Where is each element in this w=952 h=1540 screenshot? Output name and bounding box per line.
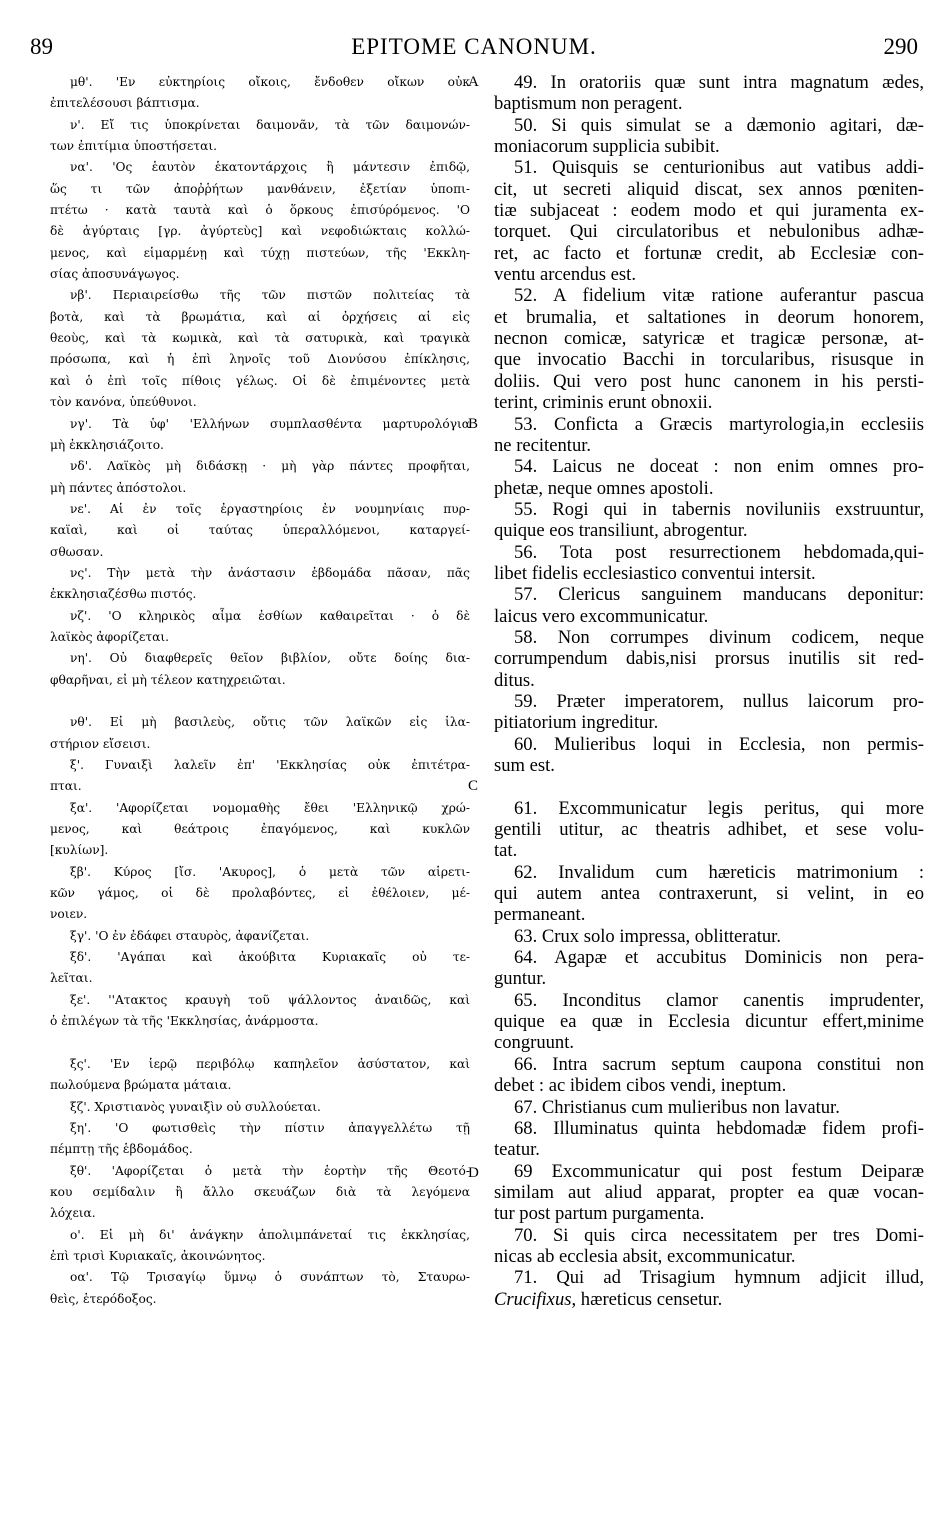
greek-text-line: νε'. Αἱ ἐν τοῖς ἐργαστηρίοις ἐν νουμηνίαις πυρ- <box>70 501 470 516</box>
latin-text-line: similam aut aliud apparat, propter ea quæ vocan- <box>494 1181 924 1203</box>
latin-text-line: gentili utitur, ac theatris adhibet, et sese volu- <box>494 819 924 841</box>
latin-text-line: 55. Rogi qui in tabernis noviluniis exstruuntur, <box>514 498 924 520</box>
greek-text-line: πτέτω · κατὰ ταυτὰ καὶ ὁ ὅρκους ἐπισύρόμενος. 'Ο <box>50 203 470 218</box>
margin-letter-d: D <box>468 1165 479 1181</box>
latin-text-line: doliis. Qui vero post hunc canonem in his persti- <box>494 370 924 392</box>
latin-text-line: 53. Conficta a Græcis martyrologia,in ecclesiis <box>514 413 924 435</box>
latin-text-line: permaneant. <box>494 904 586 926</box>
greek-text-line: μθ'. 'Εν εὐκτηρίοις οἴκοις, ἔνδοθεν οἴκων οὐκ <box>70 75 470 89</box>
greek-text-line: στήριον εἴσεισι. <box>50 736 151 751</box>
greek-text-line: πται. <box>50 779 82 794</box>
greek-text-line <box>50 1032 470 1053</box>
latin-text-line: pitiatorium ingreditur. <box>494 712 659 734</box>
latin-text-line: terint, criminis erunt obnoxii. <box>494 392 713 414</box>
greek-text-line: σίας ἀποσυνάγωγος. <box>50 267 180 282</box>
greek-text-line: θεὶς, ἑτερόδοξος. <box>50 1291 157 1306</box>
latin-text-line: 51. Quisquis se centurionibus aut vatibus addi- <box>514 157 924 179</box>
greek-text-line: νγ'. Τὰ ὑφ' 'Ελλήνων συμπλασθέντα μαρτυρολόγια <box>70 416 470 431</box>
latin-text-line: libet fidelis ecclesiastico conventui intersit. <box>494 562 816 584</box>
greek-text-line: φθαρῆναι, εἰ μὴ τέλεον κατηχρειῶται. <box>50 672 286 687</box>
latin-text-line: 64. Agapæ et accubitus Dominicis non pera- <box>514 947 924 969</box>
latin-text-line: torquet. Qui circulatoribus et nebulonibus adhæ- <box>494 221 924 243</box>
greek-text-line: ἐκκλησιαζέσθω πιστός. <box>50 587 197 602</box>
latin-text-line: congruunt. <box>494 1032 575 1054</box>
greek-text-line: καϊαὶ, καὶ οἱ ταύτας ὑπεραλλόμενοι, καταργεί- <box>50 523 470 538</box>
greek-text-line: νβ'. Περιαιρείσθω τῆς τῶν πιστῶν πολιτείας τὰ <box>70 288 470 303</box>
latin-text-line: qui autem antea contraxerunt, si velint, in eo <box>494 883 924 905</box>
latin-text-line: debet : ac ibidem cibos vendi, ineptum. <box>494 1075 787 1097</box>
latin-text-line: 57. Clericus sanguinem manducans deponitur: <box>514 584 924 606</box>
latin-text-line: 65. Inconditus clamor canentis imprudenter, <box>514 989 924 1011</box>
latin-text-line: ret, ac facto et fortunæ credit, ab Ecclesiæ con- <box>494 242 924 264</box>
latin-text-line: quique eos transiliunt, abrogentur. <box>494 520 748 542</box>
greek-text-line: [κυλίων]. <box>50 843 109 858</box>
greek-text-line: νς'. Τὴν μετὰ τὴν ἀνάστασιν ἑβδομάδα πᾶσαν, πᾶς <box>70 565 470 580</box>
greek-text-line: πωλούμενα βρώματα μάταια. <box>50 1078 232 1093</box>
greek-text-line: νζ'. 'Ο κληρικὸς αἷμα ἐσθίων καθαιρεῖται · ὁ δὲ <box>70 608 470 623</box>
greek-text-line: πρόσωπα, καὶ ἡ ἐπὶ ληνοῖς τοῦ Διονύσου ἐπίκλησις, <box>50 352 470 367</box>
latin-text-line: 69 Excommunicatur qui post festum Deiparæ <box>514 1160 924 1182</box>
greek-text-line: τὸν κανόνα, ὑπεύθυνοι. <box>50 395 197 410</box>
greek-text-line: νδ'. Λαϊκὸς μὴ διδάσκῃ · μὴ γὰρ πάντες προφῆται, <box>70 459 470 474</box>
greek-text-line: ξε'. ''Ατακτος κραυγὴ τοῦ ψάλλοντος ἀναιδῶς, καὶ <box>70 992 470 1007</box>
running-title: EPITOME CANONUM. <box>351 34 597 59</box>
greek-text-line: νη'. Οὐ διαφθερεῖς θεῖον βιβλίον, οὔτε δοίης δια- <box>70 651 470 666</box>
greek-text-line: κῶν γάμος, οἱ δὲ προλαβόντες, εἰ ἐθέλοιεν, μέ- <box>50 886 470 901</box>
greek-text-line: μενος, καὶ εἱμαρμένῃ καὶ τύχῃ πιστεύων, τῆς 'Εκκλη- <box>50 245 470 260</box>
greek-text-line: κου σεμίδαλιν ἢ ἄλλο σκευάζων διὰ τὰ λεγόμενα <box>50 1184 470 1199</box>
latin-text-line: moniacorum supplicia subibit. <box>494 136 720 158</box>
greek-text-line: μενος, καὶ θεάτροις ἐπαγόμενος, καὶ κυκλῶν <box>50 822 470 837</box>
greek-text-line: θεοὺς, καὶ τὰ κωμικὰ, καὶ τὰ σατυρικὰ, καὶ τραγικὰ <box>50 331 470 346</box>
latin-text-line: 50. Si quis simulat se a dæmonio agitari, dæ- <box>514 114 924 136</box>
greek-text-line: νθ'. Εἰ μὴ βασιλεὺς, οὔτις τῶν λαϊκῶν εἰς ἱλα- <box>70 715 470 730</box>
greek-text-line: ξη'. 'Ο φωτισθεὶς τὴν πίστιν ἀπαγγελλέτω τῇ <box>70 1120 470 1135</box>
margin-letter-c: C <box>468 778 479 794</box>
latin-text-line: ventu arcendus est. <box>494 264 636 286</box>
greek-text-line: ξζ'. Χριστιανὸς γυναιξὶν οὐ συλλούεται. <box>70 1099 321 1114</box>
latin-text-line: 68. Illuminatus quinta hebdomadæ fidem profi- <box>514 1117 924 1139</box>
greek-text-line: καὶ ὁ ἐπὶ τοῖς πίθοις γέλως. Οἱ δὲ ἐπιμένοντες μετὰ <box>50 373 470 388</box>
greek-text-line: βοτὰ, καὶ τὰ βρωμάτια, καὶ αἱ ὀρχήσεις αἱ εἰς <box>50 309 470 324</box>
latin-text-line: 63. Crux solo impressa, oblitteratur. <box>514 925 781 947</box>
latin-text-line: 71. Qui ad Trisagium hymnum adjicit illud, <box>514 1267 924 1289</box>
greek-text-line: ἐπὶ τρισὶ Κυριακαῖς, ἀκοινώνητος. <box>50 1248 266 1263</box>
page-number-left: 89 <box>30 34 53 59</box>
greek-text-line: λεῖται. <box>50 971 93 986</box>
greek-text-line: ὥς τι τῶν ἀποῤῥήτων μανθάνειν, ἐξετίαν ὑποπι- <box>50 181 470 196</box>
latin-text-line: 66. Intra sacrum septum caupona constitui non <box>514 1053 924 1075</box>
latin-column <box>494 72 924 1310</box>
greek-text-line: ἐπιτελέσουσι βάπτισμα. <box>50 96 200 111</box>
latin-text-line: tur post partum purgamenta. <box>494 1203 705 1225</box>
greek-text-line: νοιεν. <box>50 907 88 922</box>
running-header <box>30 34 918 68</box>
latin-text-line: 58. Non corrumpes divinum codicem, neque <box>514 626 924 648</box>
greek-text-line: μὴ πάντες ἀπόστολοι. <box>50 480 187 495</box>
latin-text-line: Crucifixus, hæreticus censetur. <box>494 1288 723 1310</box>
greek-text-line: πέμπτῃ τῆς ἑβδομάδος. <box>50 1142 193 1157</box>
greek-text-line: ξγ'. 'Ο ἐν ἐδάφει σταυρὸς, ἀφανίζεται. <box>70 928 310 943</box>
latin-text-line: 56. Tota post resurrectionem hebdomada,qui- <box>514 541 924 563</box>
greek-text-line: ξς'. 'Εν ἱερῷ περιβόλῳ καπηλεῖον ἀσύστατον, καὶ <box>70 1056 470 1071</box>
greek-text-line: λόχεια. <box>50 1206 96 1221</box>
latin-text-line: 59. Præter imperatorem, nullus laicorum pro- <box>514 690 924 712</box>
latin-text-line: quique ea quæ in Ecclesia dicuntur effert,minime <box>494 1011 924 1033</box>
greek-text-line: λαϊκὸς ἀφορίζεται. <box>50 629 169 644</box>
greek-text-line <box>50 691 470 712</box>
latin-text-line: 61. Excommunicatur legis peritus, qui more <box>514 797 924 819</box>
latin-text-line: nicas ab ecclesia absit, excommunicatur. <box>494 1245 796 1267</box>
latin-text-line: et brumalia, et saltationes in deorum honorem, <box>494 306 924 328</box>
greek-text-line: ξβ'. Κύρος [ἴσ. 'Ακυρος], ὁ μετὰ τῶν αἱρετι- <box>70 864 470 879</box>
margin-letter-a: A <box>468 74 479 90</box>
latin-text-line: 70. Si quis circa necessitatem per tres Domi- <box>514 1224 924 1246</box>
latin-text-line: teatur. <box>494 1139 540 1161</box>
greek-text-line: ν'. Εἴ τις ὑποκρίνεται δαιμονᾶν, τὰ τῶν δαιμονών- <box>70 117 470 132</box>
greek-text-line: δὲ ἀγύρταις [γρ. ἀγύρτεὺς] καὶ νεφοδιώκταις κολλώ- <box>50 224 470 239</box>
greek-text-line: ξδ'. 'Αγάπαι καὶ ἀκούβιτα Κυριακαῖς οὐ τε- <box>70 950 470 965</box>
latin-text-line: 52. A fidelium vitæ ratione auferantur pascua <box>514 285 924 307</box>
page-number-right: 290 <box>883 34 918 59</box>
italic-word: Crucifixus <box>494 1288 572 1310</box>
greek-text-line: ὁ ἐπιλέγων τὰ τῆς 'Εκκλησίας, ἀνάρμοστα. <box>50 1014 319 1029</box>
greek-text-line: ο'. Εἰ μὴ δι' ἀνάγκην ἀπολιμπάνεταί τις ἐκκλησίας, <box>70 1227 470 1242</box>
greek-text-line: να'. 'Ος ἑαυτὸν ἑκατοντάρχοις ἢ μάντεσιν ἐπιδῷ, <box>70 160 470 175</box>
latin-text-line: phetæ, neque omnes apostoli. <box>494 477 714 499</box>
greek-column <box>50 72 470 1310</box>
latin-text-line: corrumpendum dabis,nisi prorsus inutilis sit red- <box>494 648 924 670</box>
greek-text-line: ξα'. 'Αφορίζεται νομομαθὴς ἔθει 'Ελληνικῷ χρώ- <box>70 800 470 815</box>
latin-text-line: tat. <box>494 840 518 862</box>
greek-text-line: οα'. Τῷ Τρισαγίῳ ὕμνῳ ὁ συνάπτων τὸ, Σταυρω- <box>70 1270 470 1285</box>
greek-text-line: ξθ'. 'Αφορίζεται ὁ μετὰ τὴν ἑορτὴν τῆς Θεοτό- <box>70 1163 470 1178</box>
latin-text-line: ditus. <box>494 669 535 691</box>
latin-text-line: 60. Mulieribus loqui in Ecclesia, non permis- <box>514 733 924 755</box>
greek-text-line: μὴ ἐκκλησιάζοιτο. <box>50 437 164 452</box>
latin-text-line: 62. Invalidum cum hæreticis matrimonium : <box>514 861 924 883</box>
latin-text-line: tiæ subjaceat : eodem modo et qui juramenta ex- <box>494 200 924 222</box>
greek-text-line: των ἐπιτίμια ὑποστήσεται. <box>50 139 217 154</box>
latin-text-line: cit, ut secreti aliquid discat, sex annos pœniten- <box>494 178 924 200</box>
latin-text-line: laicus vero excommunicatur. <box>494 605 709 627</box>
latin-text-line: sum est. <box>494 755 555 776</box>
latin-text-line: guntur. <box>494 968 547 990</box>
latin-text-line: 67. Christianus cum mulieribus non lavatur. <box>514 1096 840 1118</box>
latin-text-line: ne recitentur. <box>494 434 592 456</box>
latin-text-line <box>494 776 924 797</box>
greek-text-line: ξ'. Γυναιξὶ λαλεῖν ἐπ' 'Εκκλησίας οὐκ ἐπιτέτρα- <box>70 758 470 772</box>
latin-text-line: que invocatio Bacchi in torcularibus, risusque in <box>494 349 924 371</box>
greek-text-line: σθωσαν. <box>50 544 104 559</box>
margin-letter-b: B <box>468 416 479 432</box>
latin-text-line: necnon comicæ, satyricæ et tragicæ personæ, at- <box>494 328 924 350</box>
latin-text-line: baptismum non peragent. <box>494 93 683 115</box>
latin-text-line: 49. In oratoriis quæ sunt intra magnatum ædes, <box>514 72 924 93</box>
latin-text-line: 54. Laicus ne doceat : non enim omnes pro- <box>514 456 924 478</box>
